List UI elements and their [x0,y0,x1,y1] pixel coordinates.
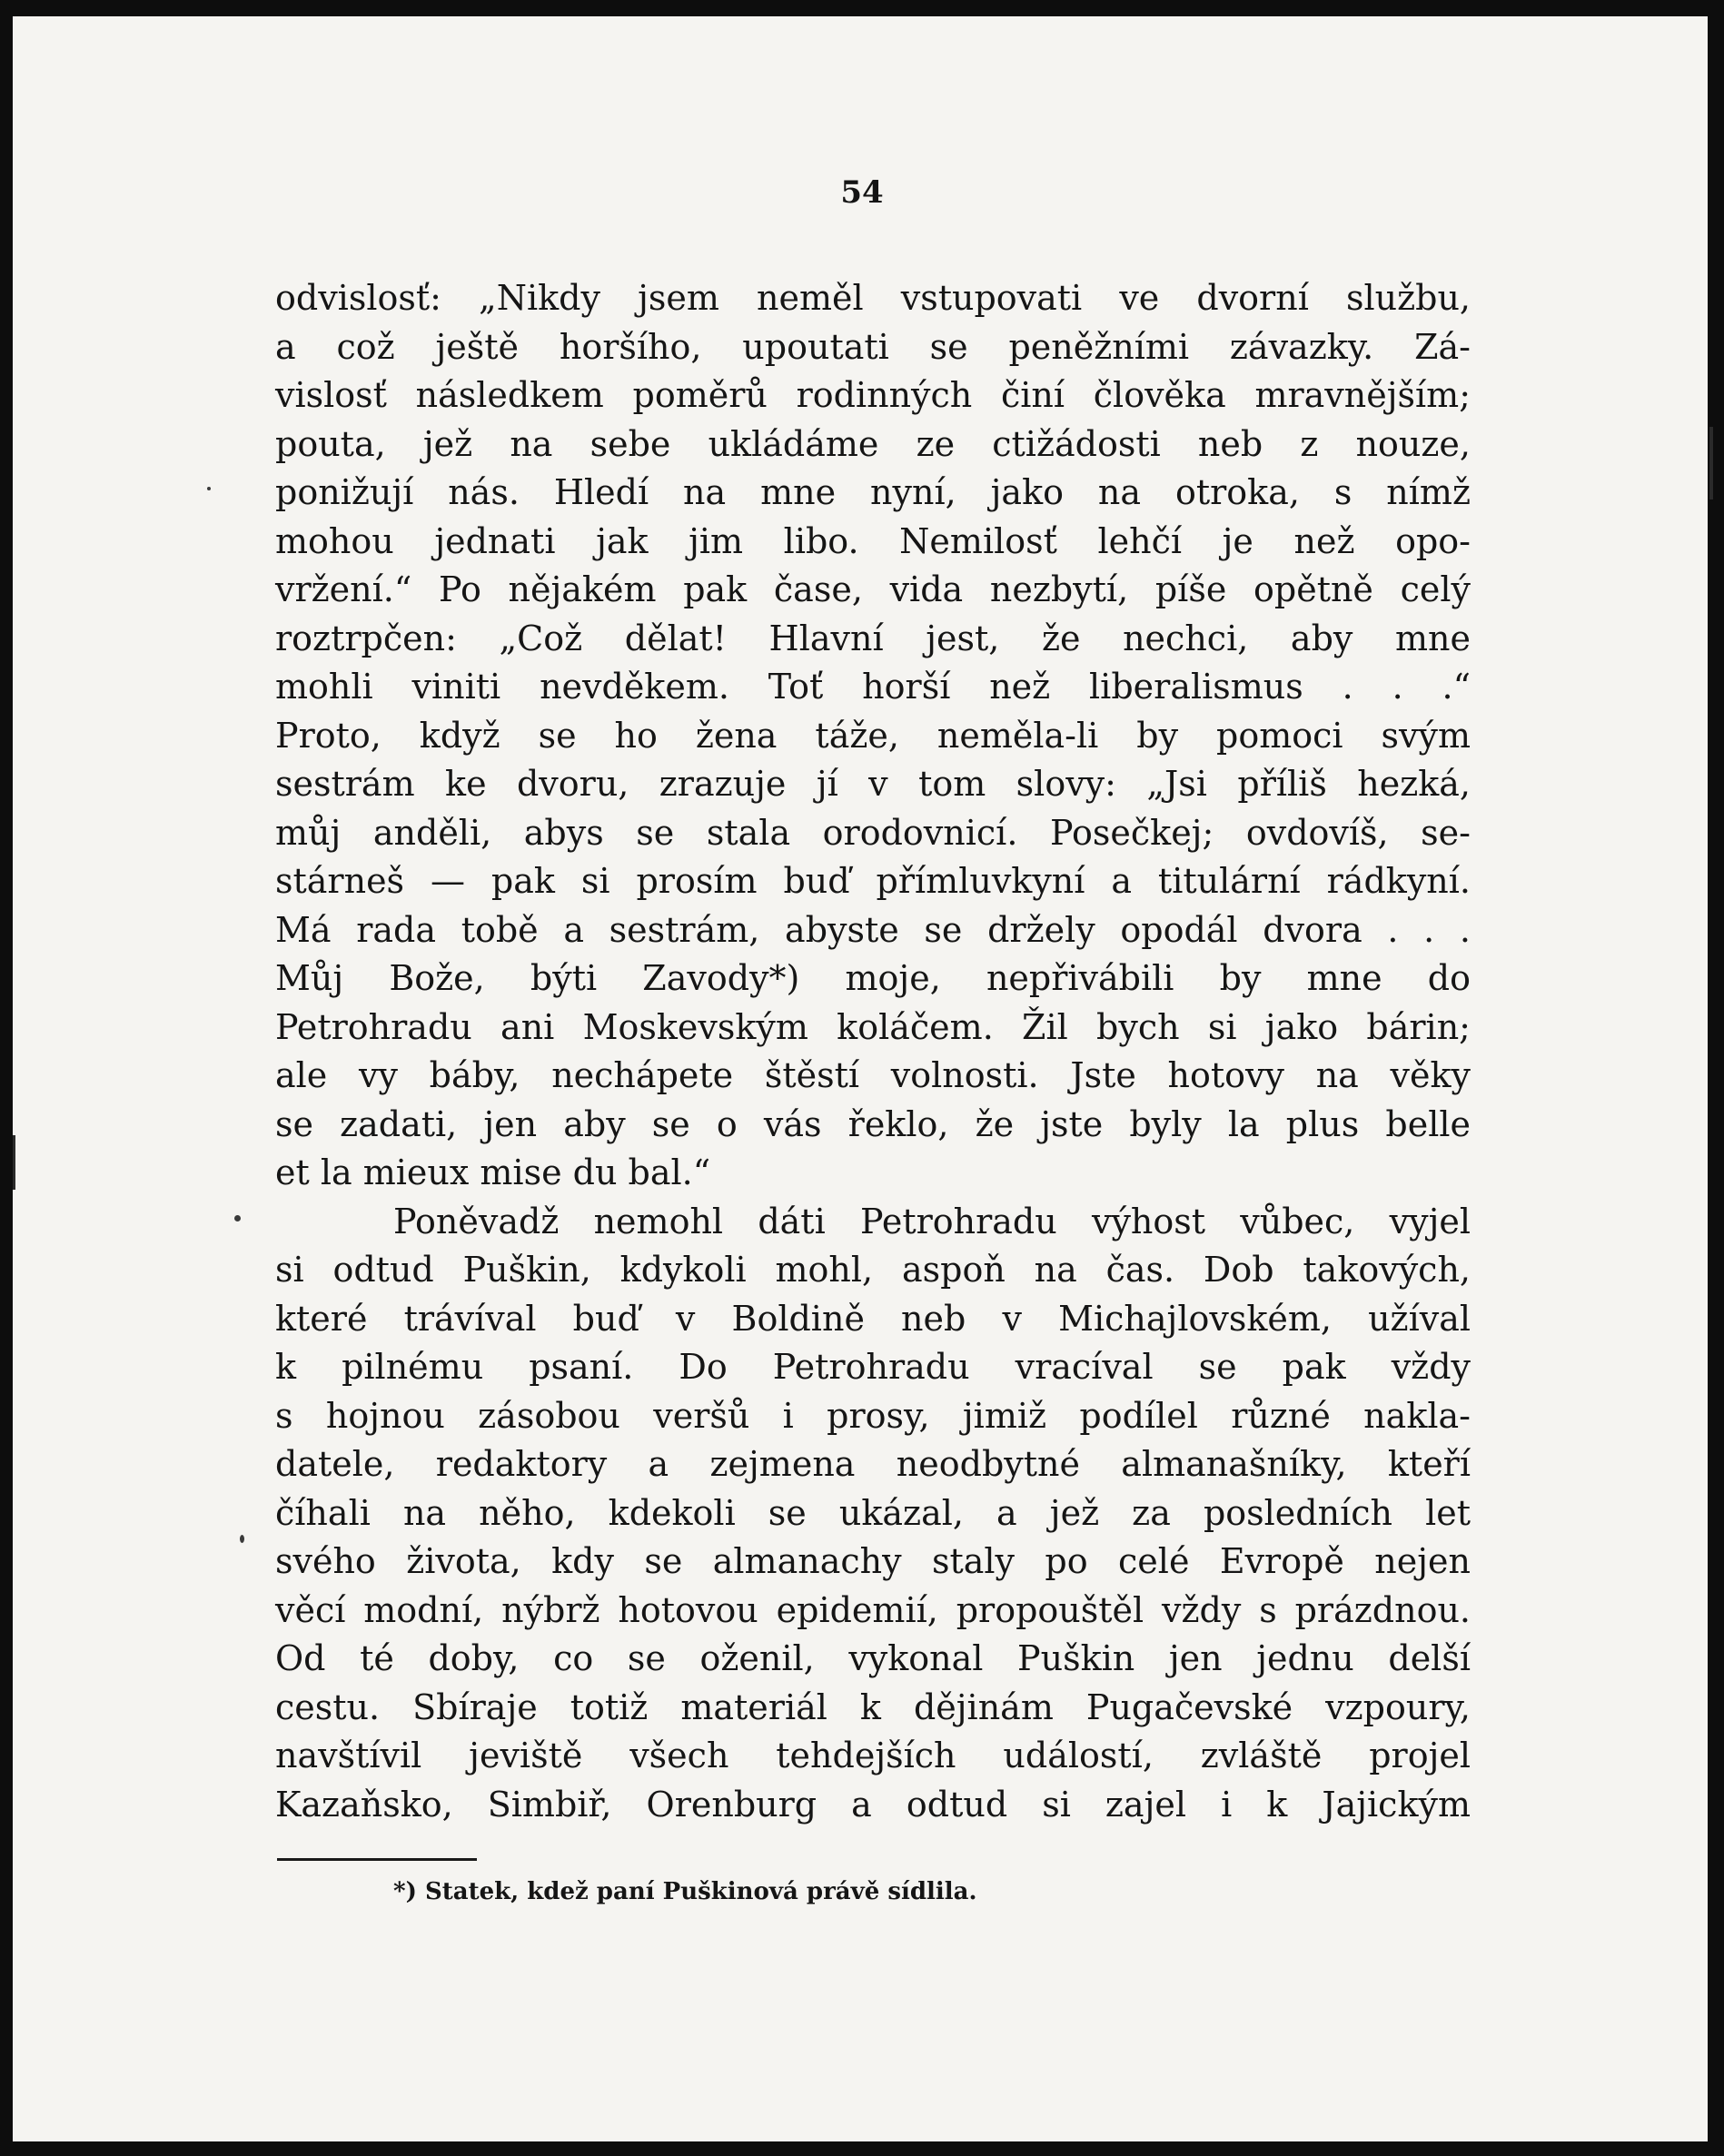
text-line: odvislosť: „Nikdy jsem neměl vstupovati ve dvorní službu, [275,278,1471,318]
text-line: číhali na něho, kdekoli se ukázal, a jež za posledních let [275,1492,1471,1533]
text-line: Proto, když se ho žena táže, neměla-li by pomoci svým [275,715,1471,756]
text-line: k pilnému psaní. Do Petrohradu vracíval se pak vždy [275,1347,1471,1387]
text-line: navštívil jeviště všech tehdejších událostí, zvláště projel [275,1736,1471,1775]
text-line: Má rada tobě a sestrám, abyste se držely opodál dvora . . . [275,909,1471,950]
scan-edge-mark [1709,427,1713,499]
text-line: věcí modní, nýbrž hotovou epidemií, propouštěl vždy s prázdnou. [275,1589,1471,1630]
text-line: ale vy báby, nechápete štěstí volnosti. Jste hotovy na věky [275,1055,1471,1095]
body-text [275,274,1471,1829]
text-line: sestrám ke dvoru, zrazuje jí v tom slovy: „Jsi příliš hezká, [275,764,1471,804]
footnote-divider [277,1858,477,1861]
paragraph-first-line: Poněvadž nemohl dáti Petrohradu výhost vůbec, vyjel [393,1201,1471,1241]
text-line: ponižují nás. Hledí na mne nyní, jako na otroka, s nímž [275,472,1471,512]
footnote: *) Statek, kdež paní Puškinová právě sídlila. [393,1878,977,1905]
text-line: které trávíval buď v Boldině neb v Michajlovském, užíval [275,1298,1471,1339]
scan-speck [207,487,211,490]
text-line: s hojnou zásobou veršů i prosy, jimiž podílel různé nakla- [275,1395,1471,1436]
text-line: vislosť následkem poměrů rodinných činí člověka mravnějším; [275,375,1471,415]
text-line: mohou jednati jak jim libo. Nemilosť lehčí je než opo- [275,520,1471,561]
text-line: a což ještě horšího, upoutati se peněžními závazky. Zá- [275,326,1471,367]
text-line: Petrohradu ani Moskevským koláčem. Žil bych si jako bárin; [275,1006,1471,1047]
text-line: můj anděli, abys se stala orodovnicí. Posečkej; ovdovíš, se- [275,812,1471,853]
scan-edge-mark [13,1135,15,1190]
text-line: roztrpčen: „Což dělat! Hlavní jest, že nechci, aby mne [275,618,1471,658]
text-line: vržení.“ Po nějakém pak čase, vida nezbytí, píše opětně celý [275,569,1471,609]
text-line: cestu. Sbíraje totiž materiál k dějinám Pugačevské vzpoury, [275,1686,1471,1727]
text-line: Můj Bože, býti Zavody*) moje, nepřivábili by mne do [275,958,1471,998]
text-line: Kazaňsko, Simbiř, Orenburg a odtud si zajel i k Jajickým [275,1784,1471,1825]
text-line: Od té doby, co se oženil, vykonal Puškin jen jednu delší [275,1638,1471,1678]
text-line: mohli viniti nevděkem. Toť horší než liberalismus . . .“ [275,667,1471,707]
text-line: pouta, jež na sebe ukládáme ze ctižádosti neb z nouze, [275,423,1471,464]
text-line: se zadati, jen aby se o vás řeklo, že jste byly la plus belle [275,1103,1471,1144]
scan-speck [234,1215,241,1221]
text-line: et la mieux mise du bal.“ [275,1152,711,1192]
page-number: 54 [840,174,884,211]
text-line: svého života, kdy se almanachy staly po celé Evropě nejen [275,1541,1471,1581]
text-line: stárneš — pak si prosím buď přímluvkyní a titulární rádkyní. [275,861,1471,901]
text-line: datele, redaktory a zejmena neodbytné almanašníky, kteří [275,1444,1471,1484]
text-line: si odtud Puškin, kdykoli mohl, aspoň na čas. Dob takových, [275,1250,1471,1290]
scan-speck [240,1535,244,1543]
